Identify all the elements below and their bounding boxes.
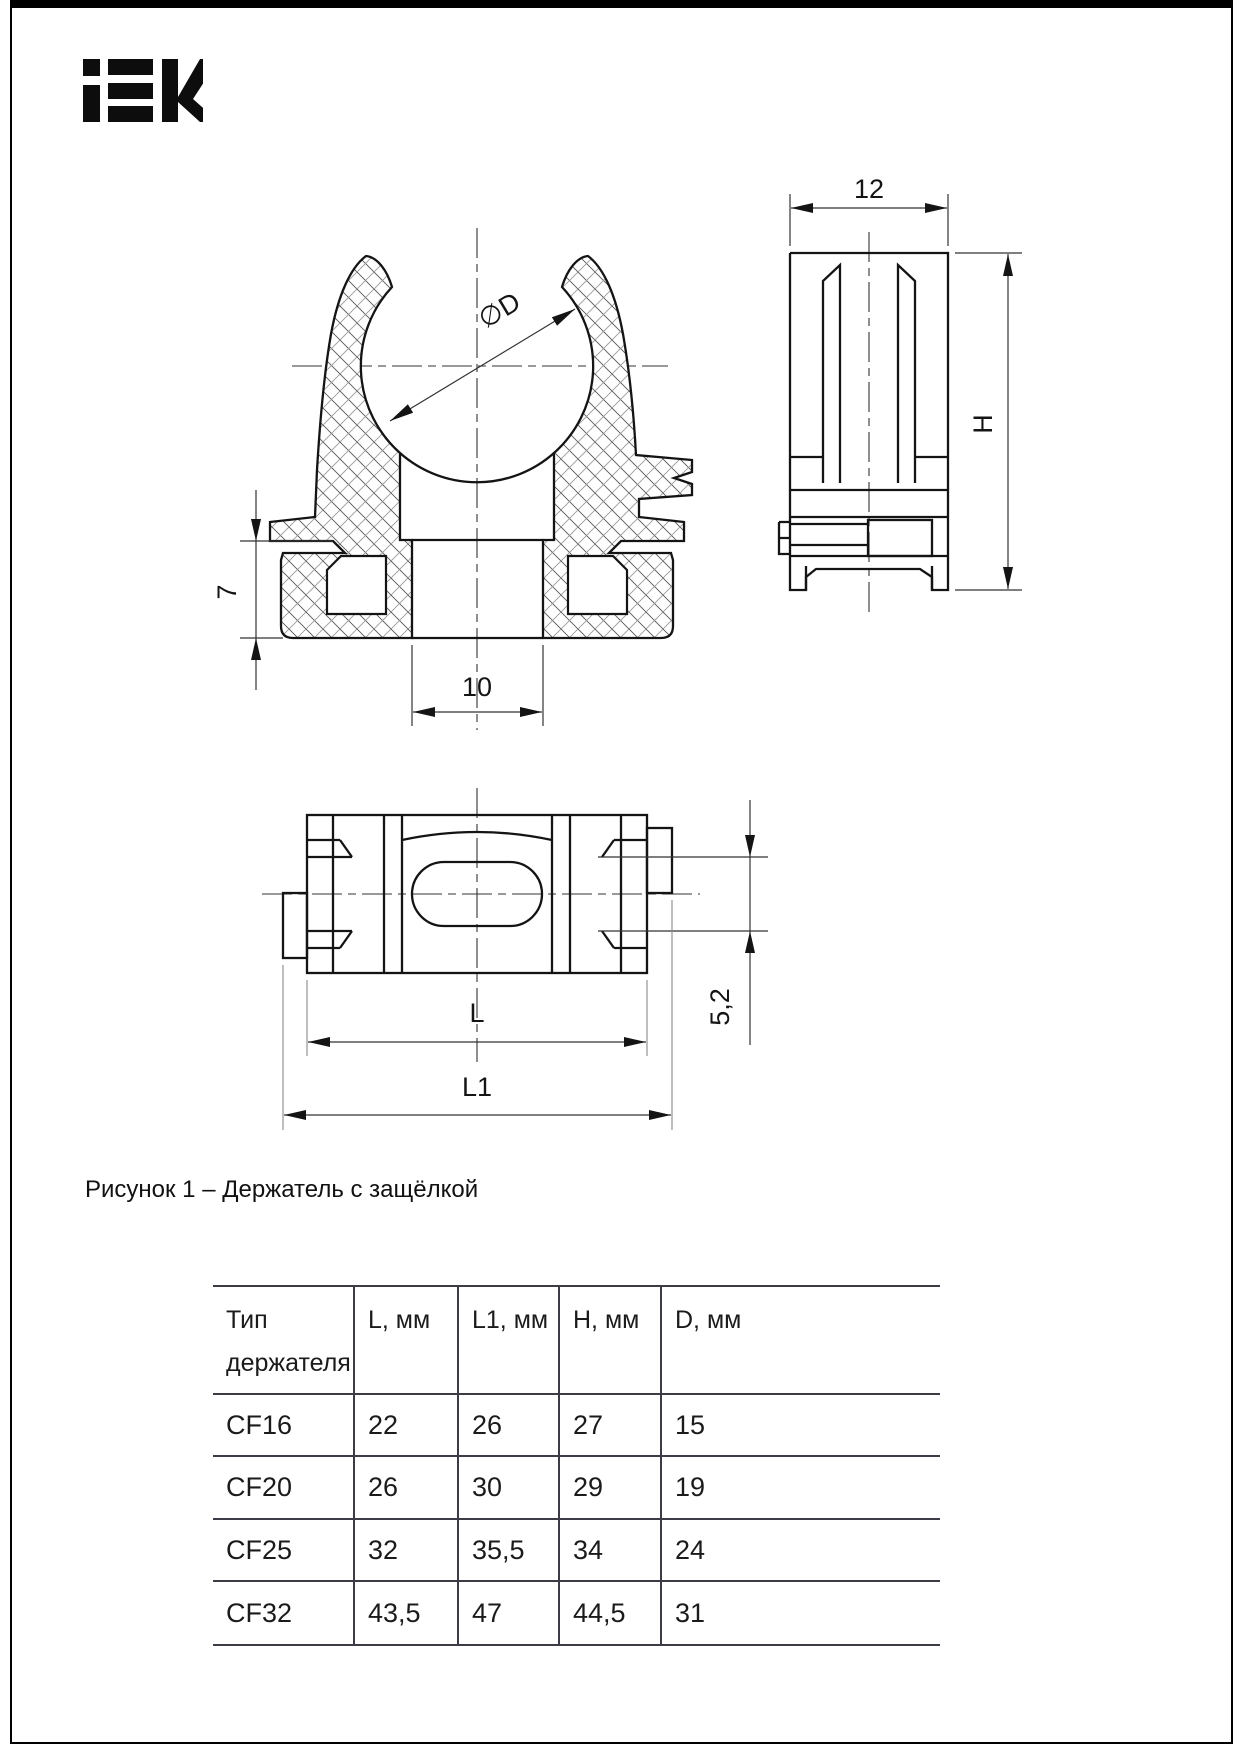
side-left-slot bbox=[823, 265, 840, 483]
table-cell: 35,5 bbox=[457, 1520, 558, 1582]
dim-label-length: L bbox=[469, 998, 485, 1028]
table-header-l: L, мм bbox=[353, 1287, 457, 1395]
iek-logo-letters bbox=[83, 59, 203, 122]
dim-label-base-width: 10 bbox=[461, 672, 493, 702]
table-cell: 34 bbox=[558, 1520, 660, 1582]
dim-label-side-width: 12 bbox=[853, 174, 885, 204]
spec-table bbox=[213, 1285, 940, 1646]
side-right-slot bbox=[898, 265, 915, 483]
table-cell: 15 bbox=[660, 1395, 940, 1457]
table-cell: 19 bbox=[660, 1457, 940, 1520]
side-latch-head bbox=[868, 520, 932, 556]
table-header-d: D, мм bbox=[660, 1287, 940, 1395]
table-cell: 22 bbox=[353, 1395, 457, 1457]
table-cell: 30 bbox=[457, 1457, 558, 1520]
table-header-l1: L1, мм bbox=[457, 1287, 558, 1395]
side-view bbox=[779, 174, 1022, 614]
plan-left-tab bbox=[283, 893, 307, 958]
table-cell: CF25 bbox=[213, 1520, 353, 1582]
table-cell: CF20 bbox=[213, 1457, 353, 1520]
right-foot-cutout bbox=[568, 556, 627, 614]
left-foot-cutout bbox=[327, 556, 386, 614]
dim-latch-width bbox=[598, 800, 768, 1045]
plan-right-step bbox=[647, 828, 672, 893]
table-cell: 27 bbox=[558, 1395, 660, 1457]
table-cell: CF32 bbox=[226, 1597, 293, 1628]
table-cell: 29 bbox=[558, 1457, 660, 1520]
table-cell: 31 bbox=[660, 1582, 940, 1644]
table-header-type: Тип держателя bbox=[213, 1287, 353, 1395]
dim-label-base-height: 7 bbox=[212, 584, 242, 600]
side-latch-lever bbox=[790, 524, 868, 545]
iek-logo bbox=[83, 56, 203, 122]
table-cell: 47 bbox=[457, 1582, 558, 1644]
figure-caption: Рисунок 1 – Держатель с защёлкой bbox=[85, 1176, 479, 1203]
table-cell: 26 bbox=[457, 1395, 558, 1457]
technical-drawing bbox=[0, 140, 1243, 1140]
side-latch-tab bbox=[779, 522, 790, 554]
dim-label-overall-length: L1 bbox=[461, 1072, 493, 1102]
table-cell: 26 bbox=[353, 1457, 457, 1520]
table-header-h: H, мм bbox=[558, 1287, 660, 1395]
dim-label-latch-width: 5,2 bbox=[705, 988, 735, 1026]
dim-label-height: H bbox=[968, 414, 998, 434]
dim-height bbox=[955, 253, 1022, 590]
table-cell: 44,5 bbox=[558, 1582, 660, 1644]
table-cell: 43,5 bbox=[353, 1582, 457, 1644]
dim-label-diameter: ∅D bbox=[473, 286, 526, 335]
table-cell: 32 bbox=[353, 1520, 457, 1582]
table-cell: CF16 bbox=[213, 1395, 353, 1457]
plan-view bbox=[262, 788, 768, 1130]
front-section-view bbox=[212, 228, 692, 730]
table-cell: 24 bbox=[660, 1520, 940, 1582]
dim-diameter bbox=[390, 286, 575, 421]
